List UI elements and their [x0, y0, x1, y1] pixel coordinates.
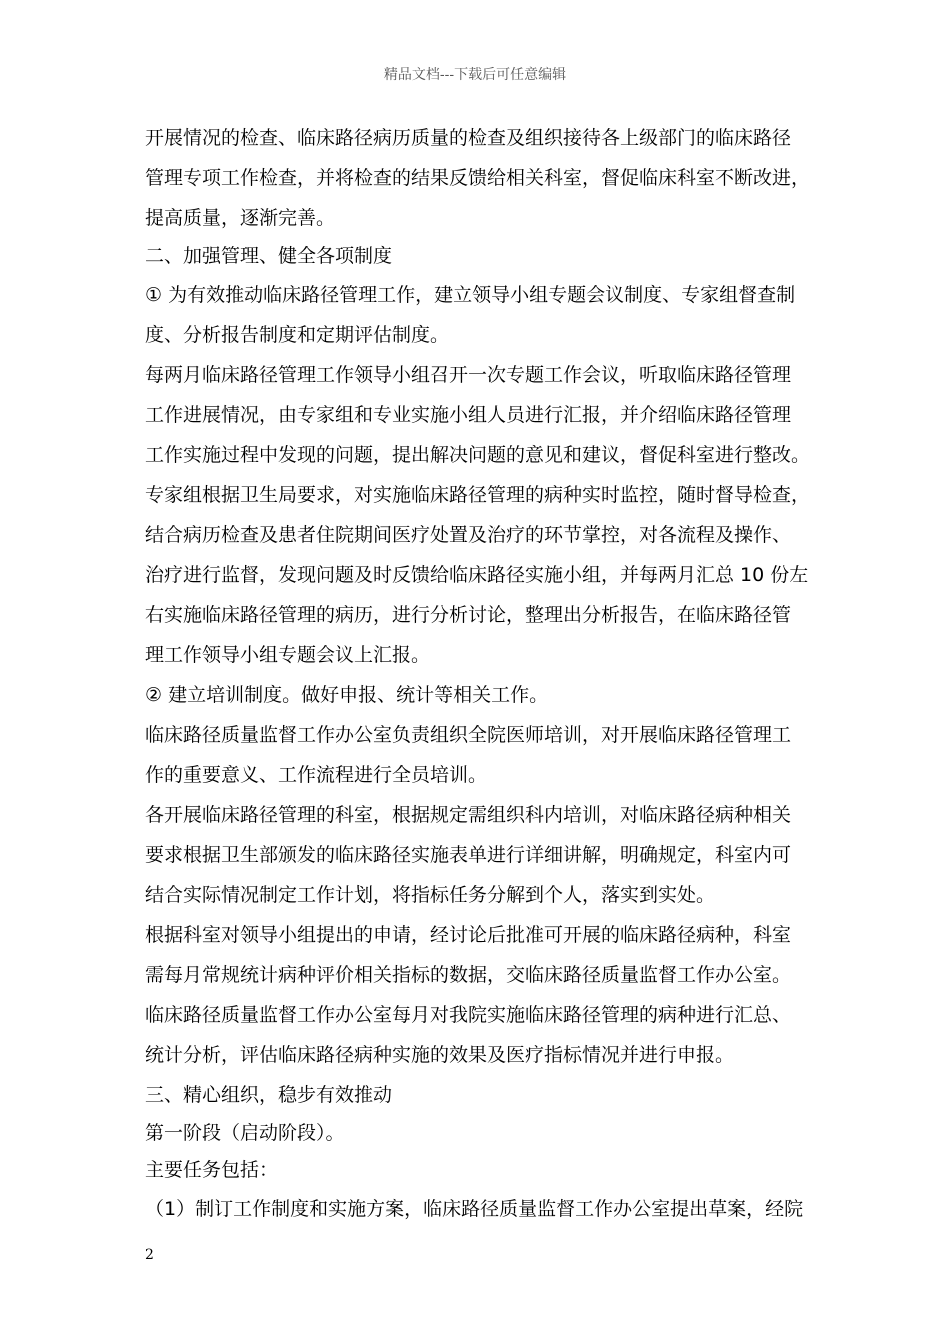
text-line: ② 建立培训制度。做好申报、统计等相关工作。 — [145, 684, 549, 706]
text-line: 临床路径质量监督工作办公室每月对我院实施临床路径管理的病种进行汇总、 — [145, 1004, 792, 1026]
document-body — [145, 118, 825, 1229]
text-line: 三、精心组织，稳步有效推动 — [145, 1084, 393, 1106]
text-line: 管理专项工作检查，并将检查的结果反馈给相关科室，督促临床科室不断改进， — [145, 167, 811, 189]
text-line: 各开展临床路径管理的科室，根据规定需组织科内培训，对临床路径病种相关 — [145, 804, 792, 826]
text-line: 结合实际情况制定工作计划，将指标任务分解到个人，落实到实处。 — [145, 884, 716, 906]
text-line: 工作实施过程中发现的问题，提出解决问题的意见和建议，督促科室进行整改。 — [145, 444, 811, 466]
page-number: 2 — [145, 1247, 154, 1263]
text-line: 第一阶段（启动阶段）。 — [145, 1122, 345, 1144]
text-line: 结合病历检查及患者住院期间医疗处置及治疗的环节掌控，对各流程及操作、 — [145, 524, 792, 546]
text-line: 统计分析，评估临床路径病种实施的效果及医疗指标情况并进行申报。 — [145, 1044, 735, 1066]
page-header: 精品文档---下载后可任意编辑 — [383, 67, 567, 83]
text-line: ① 为有效推动临床路径管理工作，建立领导小组专题会议制度、专家组督查制 — [145, 284, 796, 306]
text-line: 每两月临床路径管理工作领导小组召开一次专题工作会议，听取临床路径管理 — [145, 364, 792, 386]
text-line: 根据科室对领导小组提出的申请，经讨论后批准可开展的临床路径病种，科室 — [145, 924, 792, 946]
text-line: 度、分析报告制度和定期评估制度。 — [145, 324, 450, 346]
text-line: 二、加强管理、健全各项制度 — [145, 245, 393, 267]
text-line: 右实施临床路径管理的病历，进行分析讨论，整理出分析报告，在临床路径管 — [145, 604, 792, 626]
text-line: 临床路径质量监督工作办公室负责组织全院医师培训，对开展临床路径管理工 — [145, 724, 792, 746]
text-line: 专家组根据卫生局要求，对实施临床路径管理的病种实时监控，随时督导检查， — [145, 484, 811, 506]
text-line: 作的重要意义、工作流程进行全员培训。 — [145, 764, 488, 786]
text-line: 理工作领导小组专题会议上汇报。 — [145, 644, 431, 666]
text-line: 主要任务包括： — [145, 1159, 279, 1181]
text-line: 提高质量，逐渐完善。 — [145, 207, 336, 229]
text-line: 工作进展情况，由专家组和专业实施小组人员进行汇报，并介绍临床路径管理 — [145, 404, 792, 426]
text-line: （1）制订工作制度和实施方案，临床路径质量监督工作办公室提出草案，经院 — [145, 1198, 804, 1220]
text-line: 治疗进行监督，发现问题及时反馈给临床路径实施小组，并每两月汇总 10 份左 — [145, 564, 809, 586]
text-line: 开展情况的检查、临床路径病历质量的检查及组织接待各上级部门的临床路径 — [145, 127, 792, 149]
text-line: 需每月常规统计病种评价相关指标的数据，交临床路径质量监督工作办公室。 — [145, 964, 792, 986]
text-line: 要求根据卫生部颁发的临床路径实施表单进行详细讲解，明确规定，科室内可 — [145, 844, 792, 866]
